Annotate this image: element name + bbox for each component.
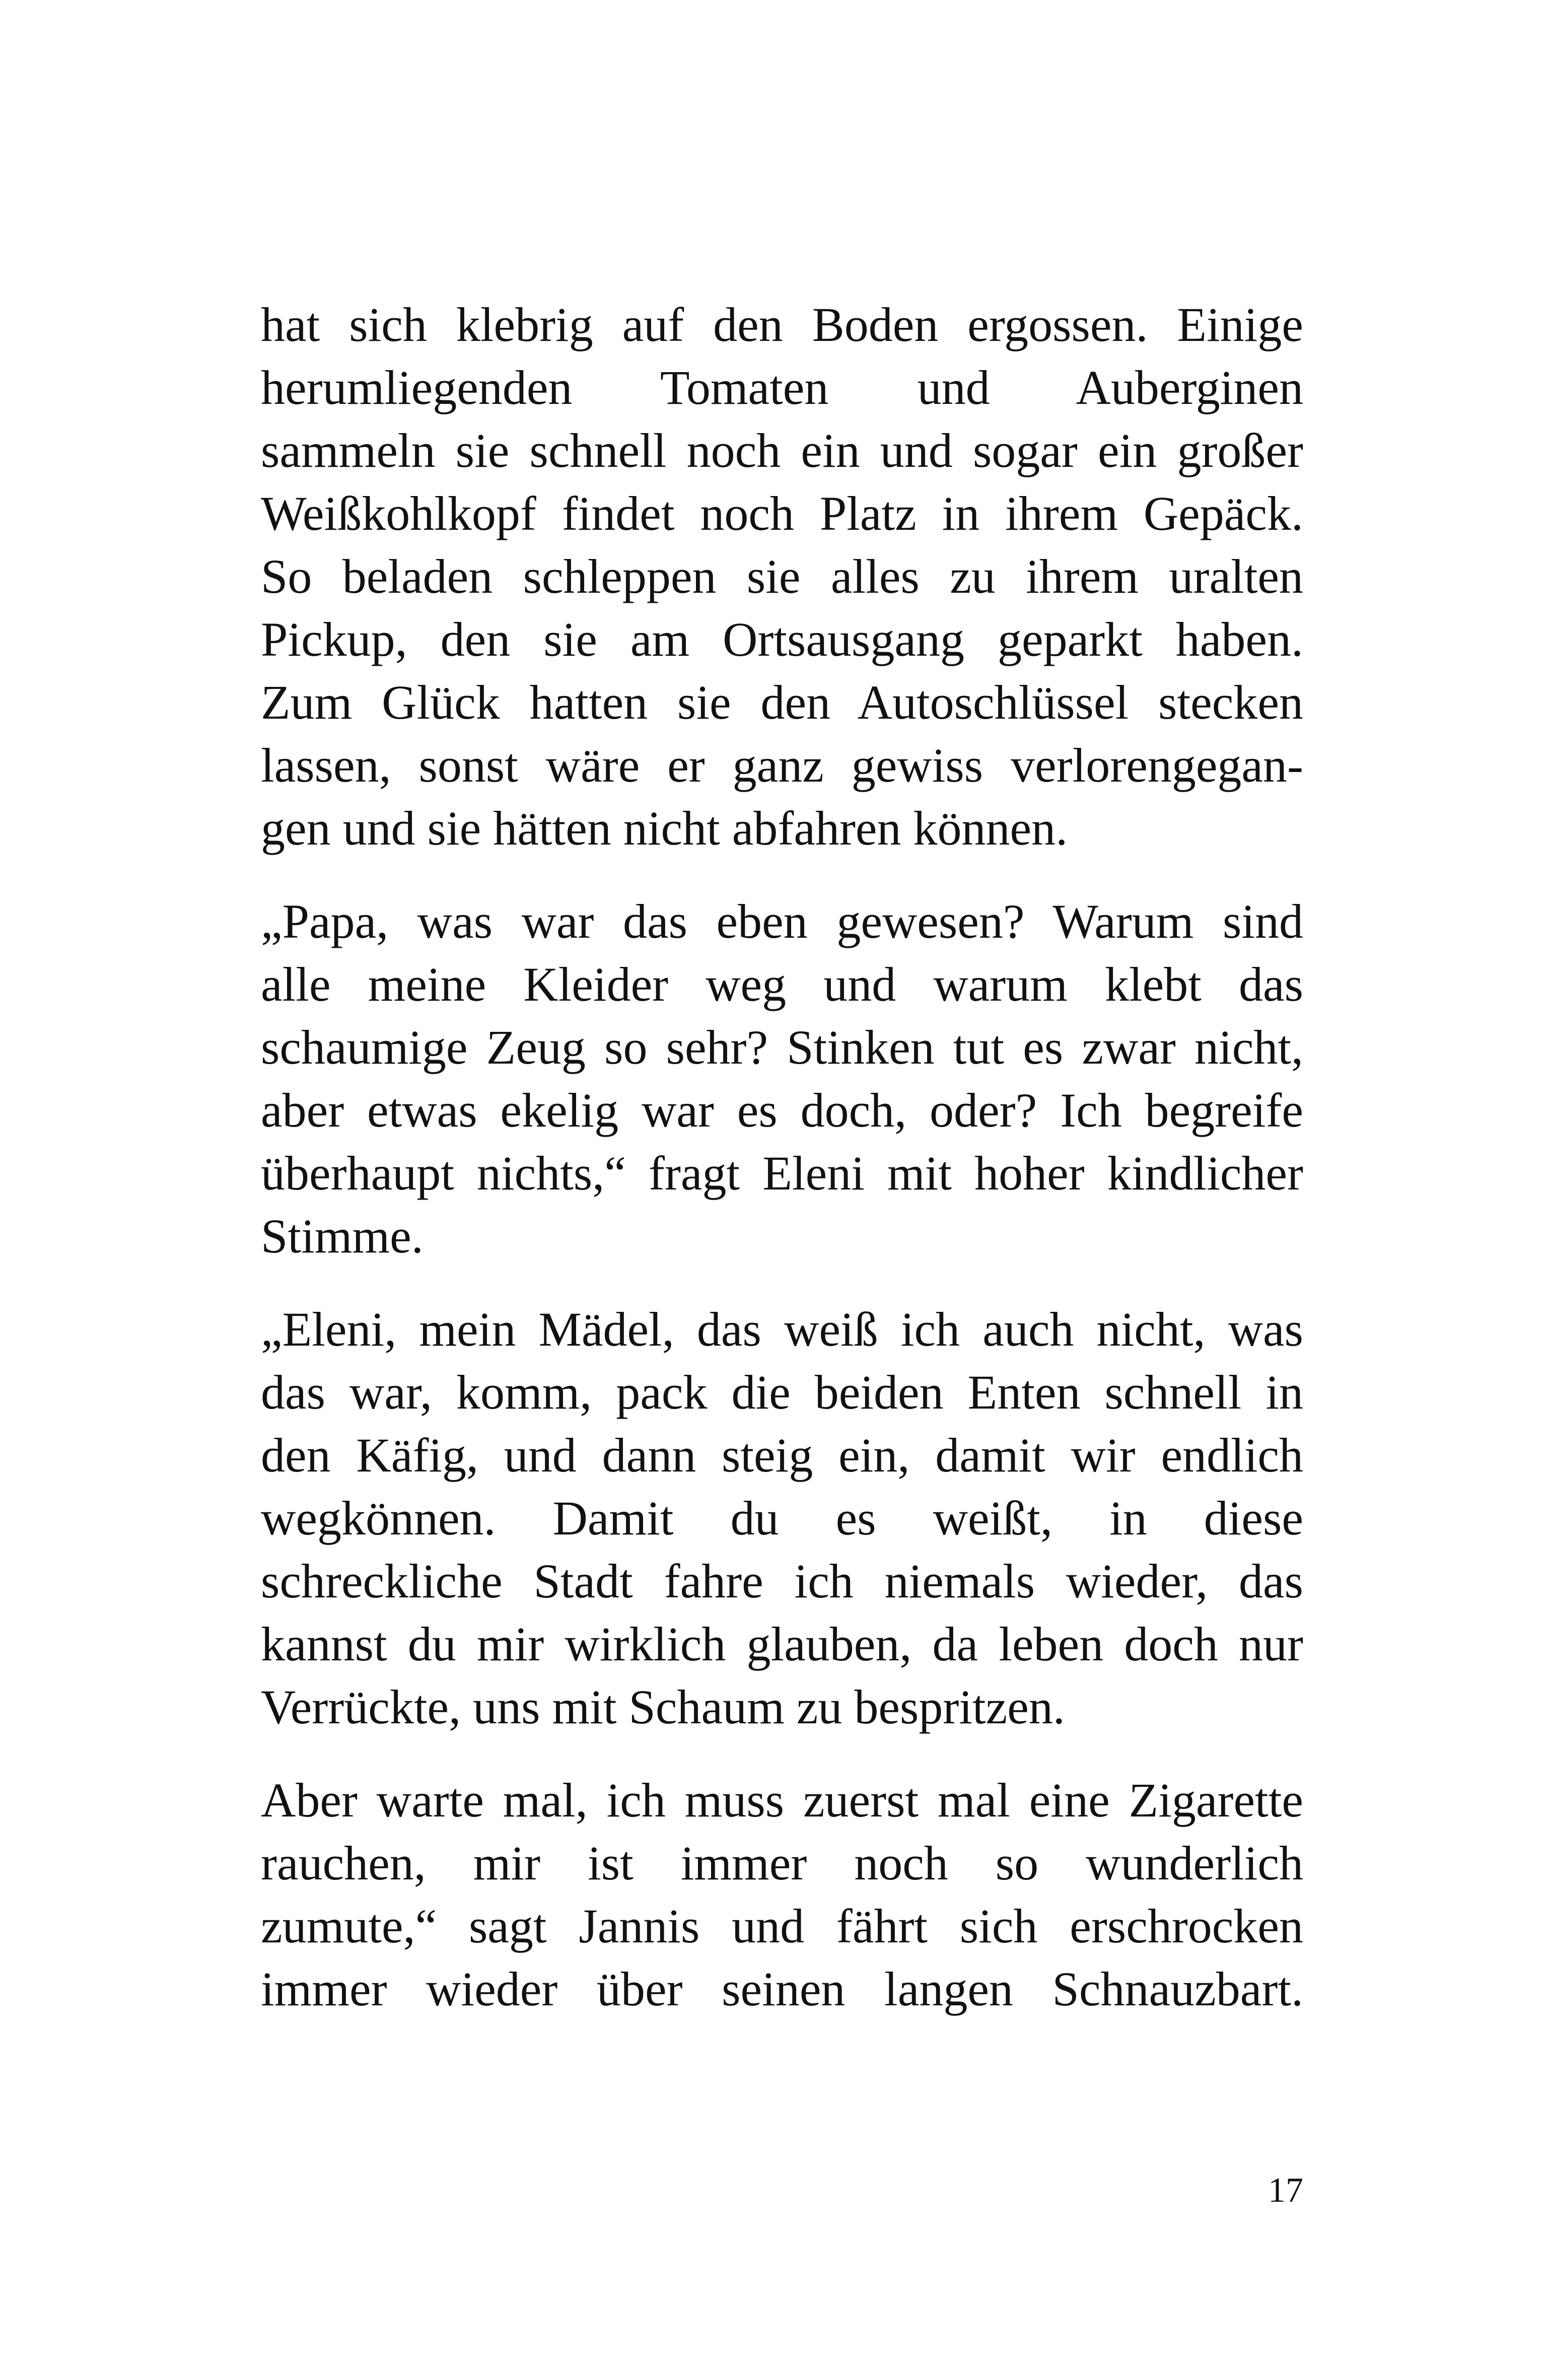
text-line: lassen, sonst wäre er ganz gewiss verlorengegan- — [261, 738, 1303, 792]
text-line: hat sich klebrig auf den Boden ergossen. Einige — [261, 298, 1303, 352]
paragraph-4 — [261, 1769, 1303, 2020]
text-line: zumute,“ sagt Jannis und fährt sich erschrocken — [261, 1899, 1303, 1953]
text-line: schreckliche Stadt fahre ich niemals wieder, das — [261, 1554, 1303, 1608]
text-line: überhaupt nichts,“ fragt Eleni mit hoher kindlicher — [261, 1146, 1303, 1200]
text-line: Weißkohlkopf findet noch Platz in ihrem Gepäck. — [261, 486, 1303, 540]
paragraph-spacer — [261, 1268, 1303, 1298]
text-line: wegkönnen. Damit du es weißt, in diese — [261, 1491, 1303, 1545]
paragraph-spacer — [261, 1738, 1303, 1769]
text-line: herumliegenden Tomaten und Auberginen — [261, 361, 1303, 414]
page-number: 17 — [1268, 2171, 1303, 2210]
text-line: Stimme. — [261, 1209, 424, 1263]
text-line: „Papa, was war das eben gewesen? Warum sind — [261, 894, 1303, 948]
text-line: das war, komm, pack die beiden Enten schnell in — [261, 1365, 1303, 1419]
paragraph-1 — [261, 293, 1303, 860]
text-line: „Eleni, mein Mädel, das weiß ich auch nicht, was — [261, 1302, 1303, 1356]
text-line: Aber warte mal, ich muss zuerst mal eine Zigarette — [261, 1773, 1303, 1827]
text-line: den Käfig, und dann steig ein, damit wir endlich — [261, 1428, 1303, 1482]
paragraph-spacer — [261, 860, 1303, 890]
text-line: alle meine Kleider weg und warum klebt das — [261, 957, 1303, 1011]
text-line: Zum Glück hatten sie den Autoschlüssel stecken — [261, 675, 1303, 729]
body-text — [261, 293, 1303, 2020]
paragraph-3 — [261, 1298, 1303, 1738]
paragraph-2 — [261, 890, 1303, 1268]
text-line: Verrückte, uns mit Schaum zu bespritzen. — [261, 1680, 1065, 1734]
text-line: Pickup, den sie am Ortsausgang geparkt haben. — [261, 612, 1303, 666]
text-line: kannst du mir wirklich glauben, da leben doch nur — [261, 1617, 1303, 1671]
text-line: sammeln sie schnell noch ein und sogar ein großer — [261, 424, 1303, 477]
text-line: immer wieder über seinen langen Schnauzbart. — [261, 1962, 1303, 2016]
text-line: rauchen, mir ist immer noch so wunderlich — [261, 1836, 1303, 1890]
text-line: gen und sie hätten nicht abfahren können. — [261, 801, 1068, 855]
text-line: aber etwas ekelig war es doch, oder? Ich begreife — [261, 1083, 1303, 1137]
text-line: So beladen schleppen sie alles zu ihrem uralten — [261, 549, 1303, 603]
text-line: schaumige Zeug so sehr? Stinken tut es zwar nicht, — [261, 1020, 1303, 1074]
